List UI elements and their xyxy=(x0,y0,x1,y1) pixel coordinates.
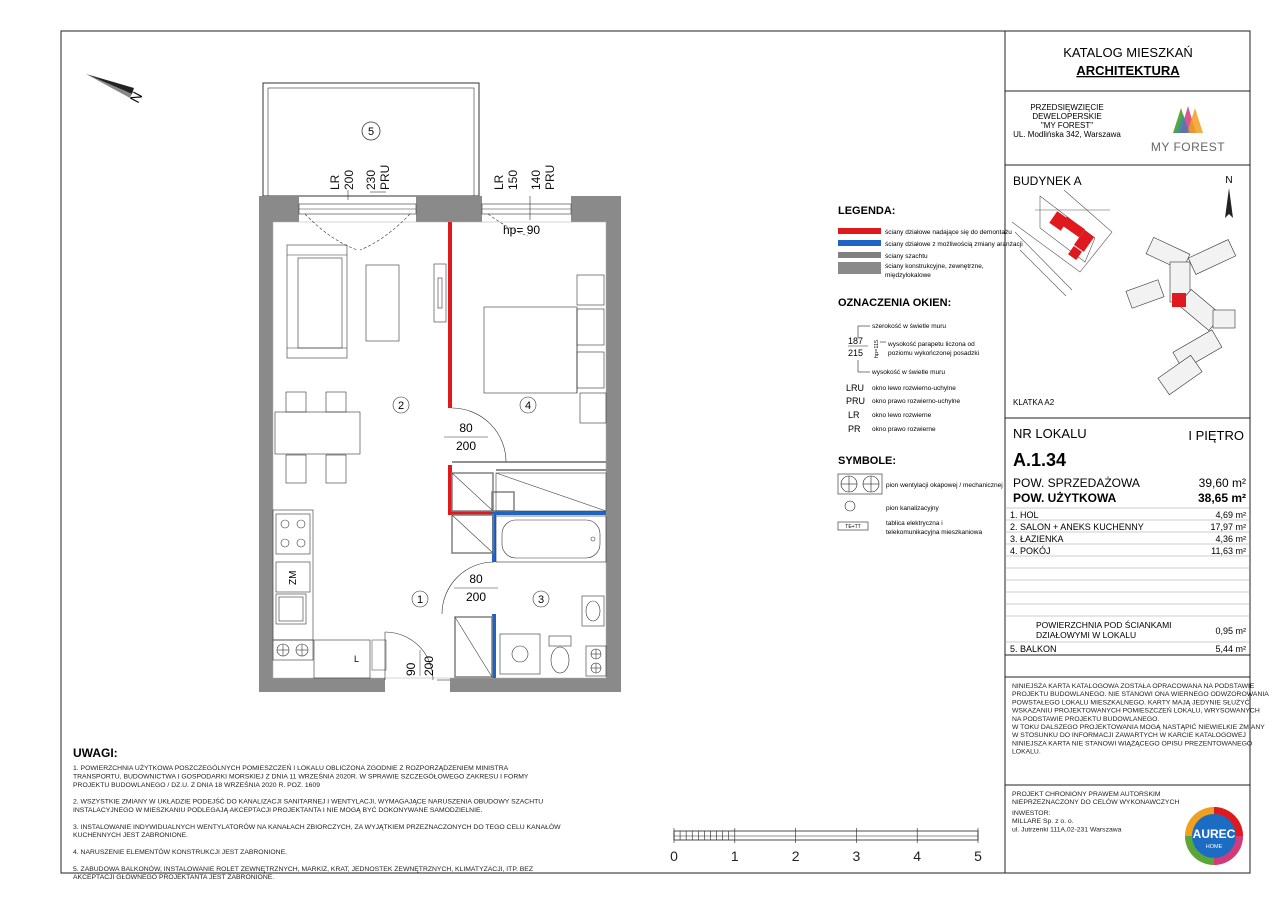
window-code: PR xyxy=(848,424,861,434)
legend-swatch-blue xyxy=(838,240,881,246)
sales-area-label: POW. SPRZEDAŻOWA xyxy=(1013,476,1140,490)
text-line: WSKAZANIU PROJEKTOWANYCH POMIESZCZEŃ LOKALU, WRYSOWANYCH xyxy=(1012,707,1260,715)
developer-line2: DEWELOPERSKIE xyxy=(1032,112,1102,121)
notes-lines xyxy=(73,763,561,881)
room-number: 4 xyxy=(524,400,532,412)
building-north-letter: N xyxy=(1225,175,1233,186)
win-num-bottom: 215 xyxy=(848,348,864,358)
window-left-code: PRU xyxy=(378,164,392,190)
site-plan-map xyxy=(1012,190,1236,395)
partition-value: 0,95 m² xyxy=(1215,626,1246,636)
text-line: PROJEKTU BUDOWLANEGO / DZ.U. Z DNIA 18 WRZEŚNIA 2020 R. POZ. 1609 xyxy=(73,781,321,789)
sym-board-text: telekomunikacyjna mieszkaniowa xyxy=(886,529,983,536)
legend-item-text: ściany działowe nadające się do demontażu xyxy=(885,229,1012,236)
toilet xyxy=(549,636,571,673)
room-table xyxy=(1005,508,1250,654)
text-line: ul. Jutrzenki 111A,02-231 Warszawa xyxy=(1012,826,1122,834)
window-right-width: 150 xyxy=(506,169,520,190)
win-sill-text: wysokość parapetu liczona od xyxy=(888,341,975,348)
room-row-label: 1. HOL xyxy=(1010,510,1039,520)
window-right-type: LR xyxy=(492,174,506,190)
room-number: 1 xyxy=(416,594,424,606)
bed xyxy=(484,307,604,393)
building-title: BUDYNEK A xyxy=(1013,174,1082,188)
legend-swatch-grey xyxy=(838,252,881,258)
window-right-label xyxy=(492,165,557,220)
investor-text xyxy=(1012,810,1122,833)
bath-door-width: 80 xyxy=(469,572,483,586)
win-num-top: 187 xyxy=(848,336,864,346)
text-line: POWSTAŁEGO LOKALU MIESZKALNEGO. KARTY MAJĄ JEDYNIE SŁUŻYĆ xyxy=(1012,699,1250,707)
text-line: TRANSPORTU, BUDOWNICTWA I GOSPODARKI MORSKIEJ Z DNIA 11 WRZEŚNIA 2020R. W SPRAWIE SZCZEGÓŁOWEGO ZAKRESU I FORMY xyxy=(73,773,529,781)
cabinet-label: L xyxy=(354,654,360,664)
unit-number: A.1.34 xyxy=(1013,450,1067,470)
room-number: 2 xyxy=(397,400,405,412)
room-row-value: 17,97 m² xyxy=(1210,522,1246,532)
entry-door-height: 200 xyxy=(422,655,436,676)
window-right-code: PRU xyxy=(543,164,557,190)
text-line: KUCHENNYCH JEST ZABRONIONE. xyxy=(73,832,189,840)
electric-board xyxy=(372,640,386,670)
text-line: 5. ZABUDOWA BALKONÓW, INSTALOWANIE ROLET ZEWNĘTRZNYCH, MARKIZ, KRAT, JEDNOSTEK ZEWNĘTRZNYCH, KLIMATYZACJI, ITP. BEZ xyxy=(73,865,533,873)
vent-symbol-icon xyxy=(273,640,313,660)
vent-symbol-icon xyxy=(586,646,606,676)
text-line: 1. POWIERZCHNIA UŻYTKOWA POSZCZEGÓLNYCH POMIESZCZEŃ I LOKALU OBLICZONA ZGODNIE Z ROZPORZĄDZENIEM MINISTRA xyxy=(73,765,509,772)
entry-door-width: 90 xyxy=(404,662,418,676)
room-row-label: 4. POKÓJ xyxy=(1010,546,1051,556)
notes-title: UWAGI: xyxy=(73,746,118,760)
window-code: LRU xyxy=(846,383,865,393)
room-row-label: 3. ŁAZIENKA xyxy=(1010,534,1064,544)
plan-north-arrow-icon xyxy=(86,74,134,98)
legend-swatch-dark xyxy=(838,262,881,274)
staircase-label: KLATKA A2 xyxy=(1013,398,1055,407)
legend-item-text: ściany konstrukcyjne, zewnętrzne, xyxy=(885,263,984,270)
tv-unit xyxy=(434,264,446,322)
usable-area-label: POW. UŻYTKOWA xyxy=(1013,491,1117,505)
living-door-width: 80 xyxy=(459,421,473,435)
window-left-type: LR xyxy=(328,174,342,190)
campus-buildings xyxy=(1126,237,1236,394)
partition-walls-adjustable xyxy=(492,511,606,678)
text-line: INWESTOR: xyxy=(1012,810,1051,817)
washbasin xyxy=(582,596,604,626)
my-forest-logo-text: MY FOREST xyxy=(1150,140,1226,154)
text-line: NA PODSTAWIE PROJEKTU BUDOWLANEGO. xyxy=(1012,715,1160,723)
text-line: W STOSUNKU DO INFORMACJI ZAWARTYCH W KARCIE KATALOGOWEJ xyxy=(1012,732,1246,740)
washing-machine xyxy=(500,634,540,674)
shaft-walls xyxy=(452,473,514,677)
developer-line4: UL. Modlińska 342, Warszawa xyxy=(1013,130,1121,139)
aurec-logo xyxy=(1185,807,1243,865)
win-height-text: wysokość w świetle muru xyxy=(872,369,945,376)
room-row-value: 4,69 m² xyxy=(1215,510,1246,520)
plan-north-letter: N xyxy=(126,88,146,106)
scale-label: 1 xyxy=(730,848,739,864)
scale-label: 2 xyxy=(791,848,800,864)
legend-item-text: ściany działowe z możliwością zmiany aranżacji xyxy=(885,241,1023,248)
sym-board-code: TE+TT xyxy=(845,524,861,530)
text-line: LOKALU. xyxy=(1012,748,1041,756)
developer-line3: "MY FOREST" xyxy=(1040,121,1094,130)
room-number: 5 xyxy=(367,126,375,138)
win-sill-text: poziomu wykończonej posadzki xyxy=(888,350,980,357)
windows-title: OZNACZENIA OKIEN: xyxy=(838,297,952,309)
bath-door-height: 200 xyxy=(465,590,487,604)
text-line: NINIEJSZA KARTA KATALOGOWA ZOSTAŁA OPRACOWANA NA PODSTAWIE xyxy=(1012,683,1255,690)
disclaimer-text xyxy=(1012,683,1269,756)
room-row-value: 4,36 m² xyxy=(1215,534,1246,544)
dining-table xyxy=(275,392,360,483)
text-line: NINIEJSZA KARTA NIE STANOWI WIĄŻĄCEGO OPISU PREZENTOWANEGO xyxy=(1012,740,1253,748)
win-width-text: szerokość w świetle muru xyxy=(872,323,947,330)
legend-swatch-red xyxy=(838,228,881,234)
legend-title: LEGENDA: xyxy=(838,205,896,217)
window-code: LR xyxy=(848,410,860,420)
partition-label-1: POWIERZCHNIA POD ŚCIANKAMI xyxy=(1036,620,1172,630)
partition-walls-removable xyxy=(448,222,496,515)
window-code: PRU xyxy=(846,396,866,406)
sym-board-text: tablica elektryczna i xyxy=(886,520,943,527)
developer-line1: PRZEDSIĘWZIĘCIE xyxy=(1030,103,1104,112)
bathtub xyxy=(496,516,606,562)
north-arrow-icon xyxy=(1225,188,1233,218)
symbols-title: SYMBOLE: xyxy=(838,455,897,467)
win-hp: hp=115 xyxy=(874,339,880,358)
text-line: PROJEKTU BUDOWLANEGO. NIE STANOWI ONA WIERNEGO ODWZOROWANIA xyxy=(1012,691,1269,699)
text-line: 4. NARUSZENIE ELEMENTÓW KONSTRUKCJI JEST ZABRONIONE. xyxy=(73,849,288,856)
bedside-table xyxy=(580,393,606,423)
window-left-height: 230 xyxy=(364,169,378,190)
window-left-label xyxy=(328,165,392,200)
window-left xyxy=(299,204,416,250)
usable-area-value: 38,65 m² xyxy=(1197,491,1246,505)
scale-bar xyxy=(670,828,982,864)
text-line: NIEPRZEZNACZONY DO CELÓW WYKONAWCZYCH xyxy=(1012,799,1180,807)
copyright-text xyxy=(1012,791,1179,806)
balcony-value: 5,44 m² xyxy=(1215,644,1246,654)
scale-label: 4 xyxy=(913,848,922,864)
aurec-logo-sub: HOME xyxy=(1205,844,1223,850)
wardrobe xyxy=(314,640,370,678)
catalog-subtitle: ARCHITEKTURA xyxy=(1076,63,1180,78)
balcony-label: 5. BALKON xyxy=(1010,644,1057,654)
partition-label-2: DZIAŁOWYMI W LOKALU xyxy=(1036,630,1137,640)
text-line: W TOKU DALSZEGO PROJEKTOWANIA MOGĄ NASTĄPIĆ NIEWIELKIE ZMIANY xyxy=(1012,724,1265,731)
unit-floor: I PIĘTRO xyxy=(1188,428,1244,443)
text-line: PROJEKT CHRONIONY PRAWEM AUTORSKIM xyxy=(1012,791,1161,798)
scale-label: 0 xyxy=(670,848,678,864)
window-right-height: 140 xyxy=(529,169,543,190)
scale-label: 5 xyxy=(974,848,982,864)
text-line: MILLARE Sp. z o. o. xyxy=(1012,818,1074,826)
room-number: 3 xyxy=(537,594,545,606)
text-line: AKCEPTACJI GŁÓWNEGO PROJEKTANTA JEST ZABRONIONE. xyxy=(73,874,275,882)
catalog-title: KATALOG MIESZKAŃ xyxy=(1063,45,1193,60)
legend-item-text: międzylokalowe xyxy=(885,272,931,279)
text-line: 2. WSZYSTKIE ZMIANY W UKŁADZIE PODEJŚĆ DO KANALIZACJI SANITARNEJ I WENTYLACJI, WYMAGAJĄCE NARUSZENIA OBUDOWY SZACHTU xyxy=(73,798,544,806)
window-hp-label: hp= 90 xyxy=(503,223,541,237)
vent-symbol-icon xyxy=(838,474,882,494)
building-a-highlight xyxy=(1049,211,1094,260)
window-code-text: okno lewo rozwierne xyxy=(872,412,932,419)
unit-nr-label: NR LOKALU xyxy=(1013,426,1087,441)
window-code-text: okno prawo rozwierne xyxy=(872,426,936,433)
coffee-table xyxy=(366,265,399,341)
sym-sewer-text: pion kanalizacyjny xyxy=(886,505,939,512)
text-line: INSTALACYJNEGO W MIESZKANIU PODLEGAJĄ AKCEPTACJI PROJEKTANTA I NIE MOGĄ BYĆ DOKONYWANE SAMODZIELNIE. xyxy=(73,807,483,814)
fridge-label: ZM xyxy=(288,570,299,585)
scale-label: 3 xyxy=(852,848,861,864)
aurec-logo-main: AUREC xyxy=(1192,827,1236,841)
sym-vent-text: pion wentylacji okapowej / mechanicznej xyxy=(886,482,1003,489)
sewer-symbol-icon xyxy=(845,501,855,511)
window-code-text: okno lewo rozwierno-uchylne xyxy=(872,385,956,392)
sofa xyxy=(287,245,347,358)
room-row-label: 2. SALON + ANEKS KUCHENNY xyxy=(1010,522,1144,532)
sales-area-value: 39,60 m² xyxy=(1198,476,1246,490)
legend-item-text: ściany szachtu xyxy=(885,253,928,260)
living-door xyxy=(452,408,506,462)
window-left-width: 200 xyxy=(342,169,356,190)
floor-plan xyxy=(86,74,621,692)
staircase-a2-marker xyxy=(1172,293,1186,307)
window-code-text: okno prawo rozwierno-uchylne xyxy=(872,398,961,405)
my-forest-logo xyxy=(1151,106,1225,154)
text-line: 3. INSTALOWANIE INDYWIDUALNYCH WENTYLATORÓW NA KANAŁACH ZBIORCZYCH, ZA WYJĄTKIEM PRZEZNACZONYCH DO TEGO CELU KANAŁÓW xyxy=(73,823,561,831)
room-row-value: 11,63 m² xyxy=(1211,546,1246,556)
living-door-height: 200 xyxy=(455,439,477,453)
bedside-table xyxy=(577,275,604,305)
